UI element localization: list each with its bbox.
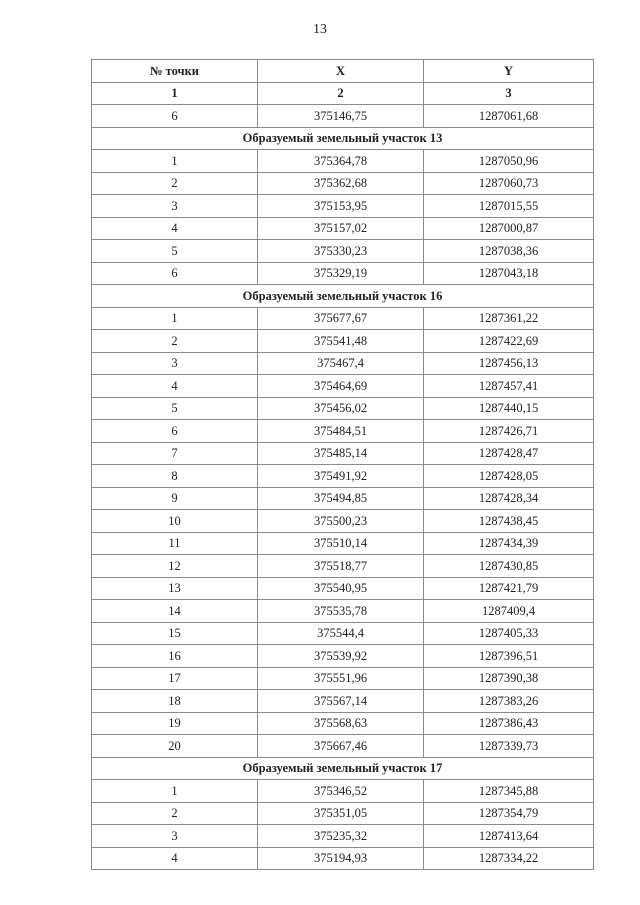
- table-row: [92, 195, 594, 218]
- x-coordinate-cell: 375494,85: [258, 487, 424, 510]
- y-coordinate-cell: 1287430,85: [424, 555, 594, 578]
- x-coordinate-cell: 375567,14: [258, 690, 424, 713]
- y-coordinate-cell: 1287386,43: [424, 712, 594, 735]
- y-coordinate-cell: 1287043,18: [424, 262, 594, 285]
- section-title: Образуемый земельный участок 13: [92, 127, 594, 150]
- point-number-cell: 2: [92, 330, 258, 353]
- table-row: [92, 397, 594, 420]
- point-number-cell: 4: [92, 375, 258, 398]
- point-number-cell: 1: [92, 307, 258, 330]
- x-coordinate-cell: 375677,67: [258, 307, 424, 330]
- point-number-cell: 1: [92, 780, 258, 803]
- x-coordinate-cell: 375544,4: [258, 622, 424, 645]
- point-number-cell: 10: [92, 510, 258, 533]
- table-row: [92, 420, 594, 443]
- point-number-cell: 15: [92, 622, 258, 645]
- header-x: X: [258, 60, 424, 83]
- table-row: [92, 555, 594, 578]
- x-coordinate-cell: 375346,52: [258, 780, 424, 803]
- point-number-cell: 12: [92, 555, 258, 578]
- table-row: [92, 330, 594, 353]
- x-coordinate-cell: 375364,78: [258, 150, 424, 173]
- section-row: [92, 127, 594, 150]
- table-row: [92, 690, 594, 713]
- column-number-row: [92, 82, 594, 105]
- table-row: [92, 487, 594, 510]
- x-coordinate-cell: 375491,92: [258, 465, 424, 488]
- y-coordinate-cell: 1287440,15: [424, 397, 594, 420]
- x-coordinate-cell: 375153,95: [258, 195, 424, 218]
- table-row: [92, 847, 594, 870]
- x-coordinate-cell: 375551,96: [258, 667, 424, 690]
- table-row: [92, 802, 594, 825]
- table-row: [92, 217, 594, 240]
- section-title: Образуемый земельный участок 16: [92, 285, 594, 308]
- x-coordinate-cell: 375485,14: [258, 442, 424, 465]
- column-number-3: 3: [424, 82, 594, 105]
- point-number-cell: 13: [92, 577, 258, 600]
- section-row: [92, 757, 594, 780]
- table-header: [92, 60, 594, 105]
- point-number-cell: 18: [92, 690, 258, 713]
- y-coordinate-cell: 1287413,64: [424, 825, 594, 848]
- point-number-cell: 6: [92, 262, 258, 285]
- y-coordinate-cell: 1287345,88: [424, 780, 594, 803]
- point-number-cell: 1: [92, 150, 258, 173]
- y-coordinate-cell: 1287390,38: [424, 667, 594, 690]
- section-row: [92, 285, 594, 308]
- table-row: [92, 240, 594, 263]
- point-number-cell: 17: [92, 667, 258, 690]
- x-coordinate-cell: 375539,92: [258, 645, 424, 668]
- y-coordinate-cell: 1287434,39: [424, 532, 594, 555]
- table-row: [92, 375, 594, 398]
- x-coordinate-cell: 375467,4: [258, 352, 424, 375]
- table-row: [92, 105, 594, 128]
- table-row: [92, 465, 594, 488]
- table-row: [92, 442, 594, 465]
- x-coordinate-cell: 375667,46: [258, 735, 424, 758]
- table-row: [92, 622, 594, 645]
- y-coordinate-cell: 1287405,33: [424, 622, 594, 645]
- x-coordinate-cell: 375194,93: [258, 847, 424, 870]
- y-coordinate-cell: 1287015,55: [424, 195, 594, 218]
- point-number-cell: 7: [92, 442, 258, 465]
- y-coordinate-cell: 1287396,51: [424, 645, 594, 668]
- y-coordinate-cell: 1287383,26: [424, 690, 594, 713]
- y-coordinate-cell: 1287050,96: [424, 150, 594, 173]
- point-number-cell: 4: [92, 847, 258, 870]
- table-row: [92, 735, 594, 758]
- point-number-cell: 3: [92, 352, 258, 375]
- y-coordinate-cell: 1287339,73: [424, 735, 594, 758]
- table-body: [92, 105, 594, 870]
- point-number-cell: 2: [92, 802, 258, 825]
- table-row: [92, 262, 594, 285]
- y-coordinate-cell: 1287456,13: [424, 352, 594, 375]
- y-coordinate-cell: 1287457,41: [424, 375, 594, 398]
- x-coordinate-cell: 375518,77: [258, 555, 424, 578]
- y-coordinate-cell: 1287061,68: [424, 105, 594, 128]
- point-number-cell: 2: [92, 172, 258, 195]
- x-coordinate-cell: 375535,78: [258, 600, 424, 623]
- table-row: [92, 577, 594, 600]
- table-row: [92, 307, 594, 330]
- table-row: [92, 172, 594, 195]
- point-number-cell: 5: [92, 240, 258, 263]
- column-number-2: 2: [258, 82, 424, 105]
- x-coordinate-cell: 375500,23: [258, 510, 424, 533]
- x-coordinate-cell: 375351,05: [258, 802, 424, 825]
- y-coordinate-cell: 1287060,73: [424, 172, 594, 195]
- x-coordinate-cell: 375484,51: [258, 420, 424, 443]
- x-coordinate-cell: 375330,23: [258, 240, 424, 263]
- y-coordinate-cell: 1287361,22: [424, 307, 594, 330]
- y-coordinate-cell: 1287428,34: [424, 487, 594, 510]
- table-row: [92, 667, 594, 690]
- y-coordinate-cell: 1287354,79: [424, 802, 594, 825]
- x-coordinate-cell: 375456,02: [258, 397, 424, 420]
- y-coordinate-cell: 1287422,69: [424, 330, 594, 353]
- table-row: [92, 510, 594, 533]
- point-number-cell: 3: [92, 195, 258, 218]
- x-coordinate-cell: 375362,68: [258, 172, 424, 195]
- x-coordinate-cell: 375235,32: [258, 825, 424, 848]
- x-coordinate-cell: 375146,75: [258, 105, 424, 128]
- table-row: [92, 825, 594, 848]
- point-number-cell: 14: [92, 600, 258, 623]
- table-row: [92, 600, 594, 623]
- y-coordinate-cell: 1287334,22: [424, 847, 594, 870]
- point-number-cell: 6: [92, 420, 258, 443]
- table-row: [92, 150, 594, 173]
- y-coordinate-cell: 1287421,79: [424, 577, 594, 600]
- point-number-cell: 20: [92, 735, 258, 758]
- header-point-number: № точки: [92, 60, 258, 83]
- y-coordinate-cell: 1287428,05: [424, 465, 594, 488]
- x-coordinate-cell: 375541,48: [258, 330, 424, 353]
- point-number-cell: 11: [92, 532, 258, 555]
- x-coordinate-cell: 375464,69: [258, 375, 424, 398]
- point-number-cell: 19: [92, 712, 258, 735]
- y-coordinate-cell: 1287409,4: [424, 600, 594, 623]
- point-number-cell: 9: [92, 487, 258, 510]
- point-number-cell: 5: [92, 397, 258, 420]
- point-number-cell: 4: [92, 217, 258, 240]
- point-number-cell: 8: [92, 465, 258, 488]
- coordinates-table: [91, 59, 594, 870]
- section-title: Образуемый земельный участок 17: [92, 757, 594, 780]
- y-coordinate-cell: 1287000,87: [424, 217, 594, 240]
- x-coordinate-cell: 375510,14: [258, 532, 424, 555]
- x-coordinate-cell: 375329,19: [258, 262, 424, 285]
- point-number-cell: 16: [92, 645, 258, 668]
- column-number-1: 1: [92, 82, 258, 105]
- header-y: Y: [424, 60, 594, 83]
- table-row: [92, 532, 594, 555]
- page-number: 13: [313, 22, 327, 37]
- table-row: [92, 352, 594, 375]
- y-coordinate-cell: 1287038,36: [424, 240, 594, 263]
- y-coordinate-cell: 1287426,71: [424, 420, 594, 443]
- y-coordinate-cell: 1287428,47: [424, 442, 594, 465]
- x-coordinate-cell: 375540,95: [258, 577, 424, 600]
- header-row: [92, 60, 594, 83]
- point-number-cell: 3: [92, 825, 258, 848]
- table-row: [92, 712, 594, 735]
- x-coordinate-cell: 375157,02: [258, 217, 424, 240]
- x-coordinate-cell: 375568,63: [258, 712, 424, 735]
- table-row: [92, 645, 594, 668]
- table-row: [92, 780, 594, 803]
- point-number-cell: 6: [92, 105, 258, 128]
- y-coordinate-cell: 1287438,45: [424, 510, 594, 533]
